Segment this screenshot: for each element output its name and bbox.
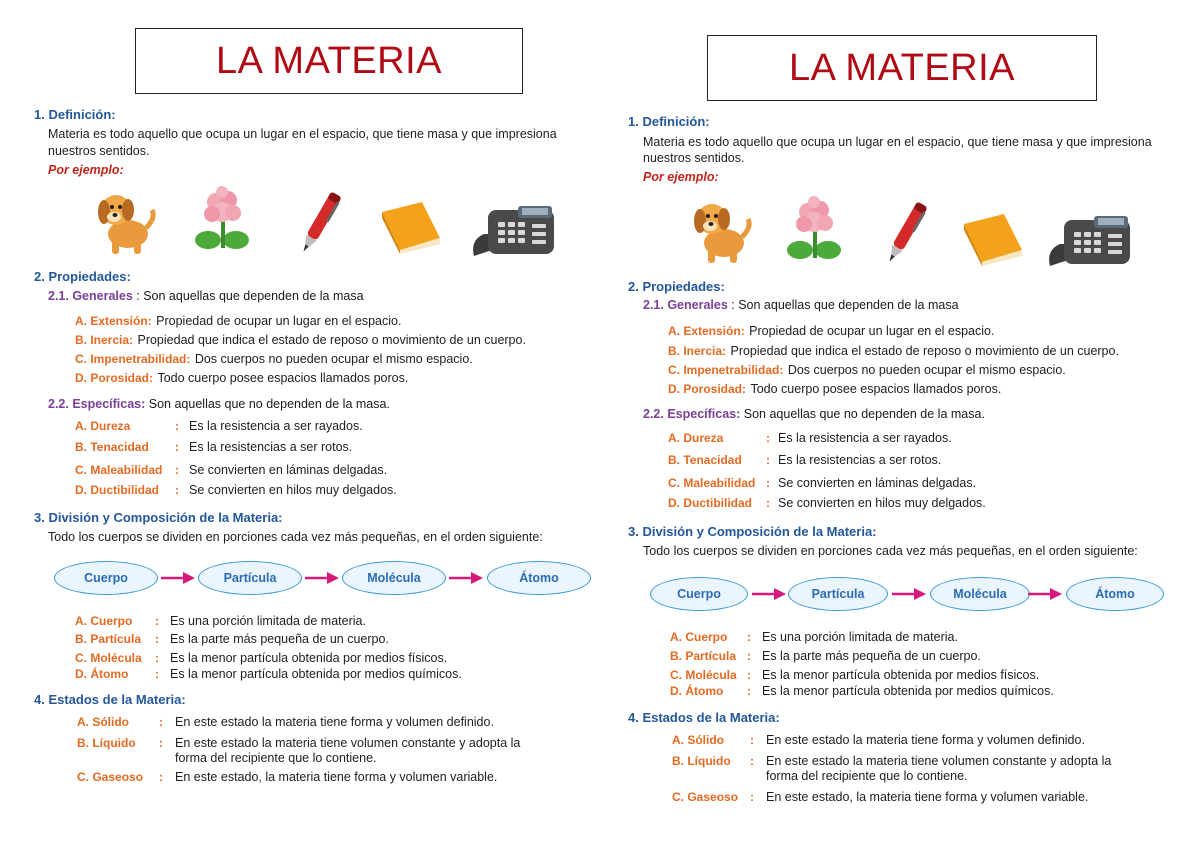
division-item-label: C. Molécula <box>670 668 737 682</box>
especificas-item-text: Se convierten en láminas delgadas. <box>778 476 977 490</box>
division-item-label: D. Átomo <box>75 667 129 681</box>
division-item-text: Es la parte más pequeña de un cuerpo. <box>170 632 389 646</box>
division-item-label: D. Átomo <box>670 684 724 698</box>
division-item-colon: : <box>155 632 159 646</box>
dog-icon <box>688 197 754 265</box>
propiedades-heading: 2. Propiedades: <box>34 269 131 284</box>
especificas-item-label: A. Dureza <box>668 431 724 445</box>
definicion-text-line2: nuestros sentidos. <box>48 144 150 158</box>
flow-cuerpo: Cuerpo <box>54 561 158 595</box>
book-icon <box>960 210 1024 266</box>
generales-line <box>48 289 364 303</box>
estados-item-text-cont: forma del recipiente que lo contiene. <box>766 769 968 783</box>
especificas-line <box>48 397 390 411</box>
division-item-text: Es una porción limitada de materia. <box>170 614 366 628</box>
estados-item-colon: : <box>750 733 754 747</box>
telephone-icon <box>1046 210 1136 268</box>
flow-arrow <box>161 571 195 585</box>
division-text: Todo los cuerpos se dividen en porciones cada vez más pequeñas, en el orden siguiente: <box>643 544 1138 558</box>
flow-particula: Partícula <box>788 577 888 611</box>
generales-title: 2.1. Generales <box>48 289 133 303</box>
book-icon <box>378 198 442 254</box>
page-title: LA MATERIA <box>788 46 1016 89</box>
estados-item-colon: : <box>750 754 754 768</box>
division-item-text: Es la parte más pequeña de un cuerpo. <box>762 649 981 663</box>
flow-arrow <box>1028 587 1062 601</box>
generales-item <box>75 369 408 387</box>
division-item-label: B. Partícula <box>75 632 142 646</box>
division-item-label: C. Molécula <box>75 651 142 665</box>
division-item-text: Es la menor partícula obtenida por medios físicos. <box>762 668 1040 682</box>
generales-item-text: Dos cuerpos no pueden ocupar el mismo espacio. <box>194 352 473 366</box>
pen-icon <box>294 188 346 258</box>
estados-item-label: A. Sólido <box>77 715 129 729</box>
definicion-text-line1: Materia es todo aquello que ocupa un lugar en el espacio, que tiene masa y que impresiona <box>643 135 1152 149</box>
especificas-item-colon: : <box>175 440 179 454</box>
generales-item-label: C. Impenetrabilidad: <box>75 352 191 366</box>
estados-item-label: A. Sólido <box>672 733 724 747</box>
worksheet-right <box>600 0 1200 849</box>
especificas-item-colon: : <box>766 453 770 467</box>
especificas-item-text: Es la resistencias a ser rotos. <box>189 440 353 454</box>
flower-icon <box>194 186 252 256</box>
title-box <box>135 28 523 94</box>
estados-item-text: En este estado la materia tiene volumen constante y adopta la <box>766 754 1112 768</box>
estados-item-colon: : <box>159 770 163 784</box>
generales-item <box>668 342 1119 360</box>
estados-item-colon: : <box>750 790 754 804</box>
division-item-colon: : <box>747 649 751 663</box>
generales-item <box>668 380 1001 398</box>
generales-desc: : Son aquellas que dependen de la masa <box>731 298 959 312</box>
especificas-item-text: Es la resistencia a ser rayados. <box>189 419 363 433</box>
division-item-label: A. Cuerpo <box>670 630 728 644</box>
estados-heading: 4. Estados de la Materia: <box>628 710 780 725</box>
flow-atomo: Átomo <box>1066 577 1164 611</box>
page-title: LA MATERIA <box>215 39 443 82</box>
estados-item-label: B. Líquido <box>77 736 136 750</box>
generales-item-label: D. Porosidad: <box>668 382 747 396</box>
generales-item-label: B. Inercia: <box>668 344 727 358</box>
especificas-item-colon: : <box>766 476 770 490</box>
generales-title: 2.1. Generales <box>643 298 728 312</box>
flow-arrow <box>892 587 926 601</box>
generales-item-label: A. Extensión: <box>75 314 152 328</box>
especificas-item-label: C. Maleabilidad <box>75 463 163 477</box>
especificas-item-colon: : <box>175 419 179 433</box>
especificas-item-label: A. Dureza <box>75 419 131 433</box>
division-item-colon: : <box>155 667 159 681</box>
title-box <box>707 35 1097 101</box>
telephone-icon <box>470 200 560 258</box>
especificas-item-text: Es la resistencia a ser rayados. <box>778 431 952 445</box>
estados-item-text-cont: forma del recipiente que lo contiene. <box>175 751 377 765</box>
especificas-item-text: Es la resistencias a ser rotos. <box>778 453 942 467</box>
especificas-item-text: Se convierten en láminas delgadas. <box>189 463 388 477</box>
division-text: Todo los cuerpos se dividen en porciones cada vez más pequeñas, en el orden siguiente: <box>48 530 543 544</box>
generales-item-label: C. Impenetrabilidad: <box>668 363 784 377</box>
generales-item-label: D. Porosidad: <box>75 371 154 385</box>
generales-item-text: Propiedad de ocupar un lugar en el espacio. <box>749 324 995 338</box>
estados-heading: 4. Estados de la Materia: <box>34 692 186 707</box>
flow-particula: Partícula <box>198 561 302 595</box>
generales-item-text: Todo cuerpo posee espacios llamados poros. <box>750 382 1002 396</box>
especificas-line <box>643 407 985 421</box>
pen-icon <box>880 198 932 268</box>
estados-item-label: B. Líquido <box>672 754 731 768</box>
ejemplo-label: Por ejemplo: <box>643 170 719 184</box>
estados-item-text: En este estado la materia tiene forma y volumen definido. <box>175 715 494 729</box>
flower-icon <box>786 196 844 266</box>
estados-item-colon: : <box>159 736 163 750</box>
especificas-item-text: Se convierten en hilos muy delgados. <box>778 496 986 510</box>
especificas-desc: Son aquellas que no dependen de la masa. <box>148 397 390 411</box>
generales-item <box>75 312 401 330</box>
definicion-text-line2: nuestros sentidos. <box>643 151 745 165</box>
generales-item-text: Propiedad de ocupar un lugar en el espacio. <box>156 314 402 328</box>
generales-item-text: Dos cuerpos no pueden ocupar el mismo espacio. <box>787 363 1066 377</box>
generales-item-text: Propiedad que indica el estado de reposo o movimiento de un cuerpo. <box>137 333 526 347</box>
division-heading: 3. División y Composición de la Materia: <box>628 524 877 539</box>
estados-item-colon: : <box>159 715 163 729</box>
especificas-item-colon: : <box>175 483 179 497</box>
division-item-label: B. Partícula <box>670 649 737 663</box>
generales-item <box>668 322 994 340</box>
estados-item-text: En este estado la materia tiene volumen constante y adopta la <box>175 736 521 750</box>
dog-icon <box>92 188 158 256</box>
definicion-heading: 1. Definición: <box>628 114 710 129</box>
propiedades-heading: 2. Propiedades: <box>628 279 725 294</box>
flow-arrow <box>752 587 786 601</box>
estados-item-label: C. Gaseoso <box>77 770 144 784</box>
division-item-text: Es la menor partícula obtenida por medios químicos. <box>762 684 1054 698</box>
estados-item-label: C. Gaseoso <box>672 790 739 804</box>
generales-item-text: Propiedad que indica el estado de reposo o movimiento de un cuerpo. <box>730 344 1119 358</box>
especificas-item-colon: : <box>766 431 770 445</box>
generales-desc: : Son aquellas que dependen de la masa <box>136 289 364 303</box>
especificas-item-label: C. Maleabilidad <box>668 476 756 490</box>
division-item-colon: : <box>747 684 751 698</box>
generales-item <box>75 350 473 368</box>
division-item-label: A. Cuerpo <box>75 614 133 628</box>
division-item-colon: : <box>155 651 159 665</box>
generales-item <box>668 361 1066 379</box>
generales-item-text: Todo cuerpo posee espacios llamados poros. <box>157 371 409 385</box>
flow-arrow <box>449 571 483 585</box>
definicion-heading: 1. Definición: <box>34 107 116 122</box>
generales-item-label: A. Extensión: <box>668 324 745 338</box>
especificas-desc: Son aquellas que no dependen de la masa. <box>743 407 985 421</box>
definicion-text-line1: Materia es todo aquello que ocupa un lugar en el espacio, que tiene masa y que impresiona <box>48 127 557 141</box>
division-item-text: Es la menor partícula obtenida por medios químicos. <box>170 667 462 681</box>
especificas-item-label: D. Ductibilidad <box>668 496 752 510</box>
flow-molecula: Molécula <box>930 577 1030 611</box>
especificas-item-label: D. Ductibilidad <box>75 483 159 497</box>
division-item-colon: : <box>747 668 751 682</box>
especificas-title: 2.2. Específicas: <box>643 407 741 421</box>
division-item-text: Es una porción limitada de materia. <box>762 630 958 644</box>
flow-cuerpo: Cuerpo <box>650 577 748 611</box>
flow-molecula: Molécula <box>342 561 446 595</box>
generales-line <box>643 298 959 312</box>
flow-arrow <box>305 571 339 585</box>
division-heading: 3. División y Composición de la Materia: <box>34 510 283 525</box>
especificas-item-label: B. Tenacidad <box>668 453 742 467</box>
division-item-colon: : <box>747 630 751 644</box>
division-item-text: Es la menor partícula obtenida por medios físicos. <box>170 651 448 665</box>
division-item-colon: : <box>155 614 159 628</box>
especificas-item-colon: : <box>175 463 179 477</box>
estados-item-text: En este estado, la materia tiene forma y volumen variable. <box>175 770 498 784</box>
especificas-title: 2.2. Específicas: <box>48 397 146 411</box>
especificas-item-colon: : <box>766 496 770 510</box>
generales-item-label: B. Inercia: <box>75 333 134 347</box>
especificas-item-label: B. Tenacidad <box>75 440 149 454</box>
generales-item <box>75 331 526 349</box>
estados-item-text: En este estado la materia tiene forma y volumen definido. <box>766 733 1085 747</box>
estados-item-text: En este estado, la materia tiene forma y volumen variable. <box>766 790 1089 804</box>
especificas-item-text: Se convierten en hilos muy delgados. <box>189 483 397 497</box>
ejemplo-label: Por ejemplo: <box>48 163 124 177</box>
flow-atomo: Átomo <box>487 561 591 595</box>
